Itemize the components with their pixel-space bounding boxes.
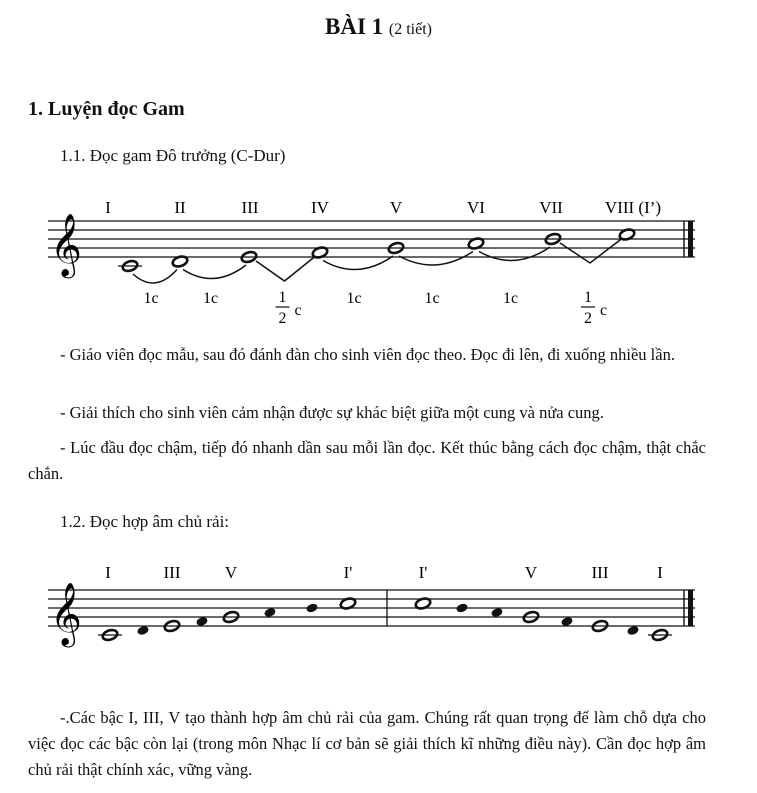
fraction-denominator: 2 xyxy=(278,310,287,327)
tone-arc xyxy=(479,247,550,260)
interval-label: 1c xyxy=(202,290,219,307)
interval-unit: c xyxy=(600,302,608,319)
scale-degree-label: II xyxy=(174,198,186,217)
tone-arc xyxy=(399,252,473,265)
subsection-heading-c-major: 1.1. Đọc gam Đô trưởng (C-Dur) xyxy=(60,146,286,165)
arpeggio-degree-label: I' xyxy=(343,563,353,582)
treble-clef-icon: 𝄞 xyxy=(50,584,82,644)
paragraph-reading-speed: - Lúc đầu đọc chậm, tiếp đó nhanh dần sau mỗi lần đọc. Kết thúc bằng cách đọc chậm, thật chắc chắn. xyxy=(28,438,706,483)
scale-degree-label: VI xyxy=(467,198,485,217)
passing-note xyxy=(455,602,468,613)
arpeggio-staff xyxy=(0,553,757,663)
staff-lines xyxy=(48,221,695,257)
semitone-mark xyxy=(256,257,315,282)
scale-degree-label: I xyxy=(105,198,111,217)
scale-degree-label: VII xyxy=(539,198,563,217)
paragraph-teacher-demo: - Giáo viên đọc mẫu, sau đó đánh đàn cho sinh viên đọc theo. Đọc đi lên, đi xuống nhiều lần. xyxy=(60,345,675,364)
lesson-title-main: BÀI 1 xyxy=(325,14,384,39)
tone-arc xyxy=(183,265,246,278)
tone-arc xyxy=(323,256,393,269)
fraction-denominator: 2 xyxy=(584,310,592,327)
arpeggio-degree-label: I xyxy=(105,563,111,582)
arpeggio-degree-label: V xyxy=(524,563,538,582)
fraction-numerator: 1 xyxy=(584,289,592,306)
interval-label: 1c xyxy=(424,290,440,307)
scale-degree-label: VIII (I’) xyxy=(604,198,662,217)
arpeggio-degree-label: III xyxy=(163,563,181,582)
paragraph-arpeggio-explanation: -.Các bậc I, III, V tạo thành hợp âm chủ rải của gam. Chúng rất quan trọng để làm chỗ dựa cho việc đọc các bậc còn lại (trong môn Nhạc lí cơ bản sẽ giải thích kĩ những điều này). Cần đọc hợp âm chủ rải thật chính xác, vững vàng. xyxy=(28,708,706,779)
treble-clef-icon: 𝄞 xyxy=(50,215,82,275)
semitone-mark xyxy=(560,239,622,264)
lesson-title-sub: (2 tiết) xyxy=(388,21,432,38)
scale-degree-label: V xyxy=(389,198,403,217)
tone-arc xyxy=(133,270,177,283)
interval-unit: c xyxy=(294,302,302,319)
arpeggio-degree-label: I xyxy=(657,563,663,582)
c-major-scale-staff xyxy=(0,185,757,345)
interval-label: 1c xyxy=(346,290,362,307)
paragraph-explain-tones: - Giải thích cho sinh viên cảm nhận được sự khác biệt giữa một cung và nửa cung. xyxy=(60,403,604,422)
scale-degree-label: III xyxy=(241,198,259,217)
section-heading-scale: 1. Luyện đọc Gam xyxy=(28,98,185,120)
interval-label: 1c xyxy=(502,290,519,307)
interval-label: 1c xyxy=(143,290,159,307)
arpeggio-degree-label: I' xyxy=(418,563,428,582)
fraction-numerator: 1 xyxy=(278,289,287,306)
arpeggio-degree-label: V xyxy=(224,563,238,582)
interval-label xyxy=(276,289,302,327)
arpeggio-degree-label: III xyxy=(591,563,609,582)
subsection-heading-arpeggio: 1.2. Đọc hợp âm chủ rải: xyxy=(60,512,230,531)
scale-degree-label: IV xyxy=(311,198,329,217)
lesson-title xyxy=(0,14,757,40)
passing-note xyxy=(305,602,318,613)
interval-label xyxy=(581,289,607,327)
